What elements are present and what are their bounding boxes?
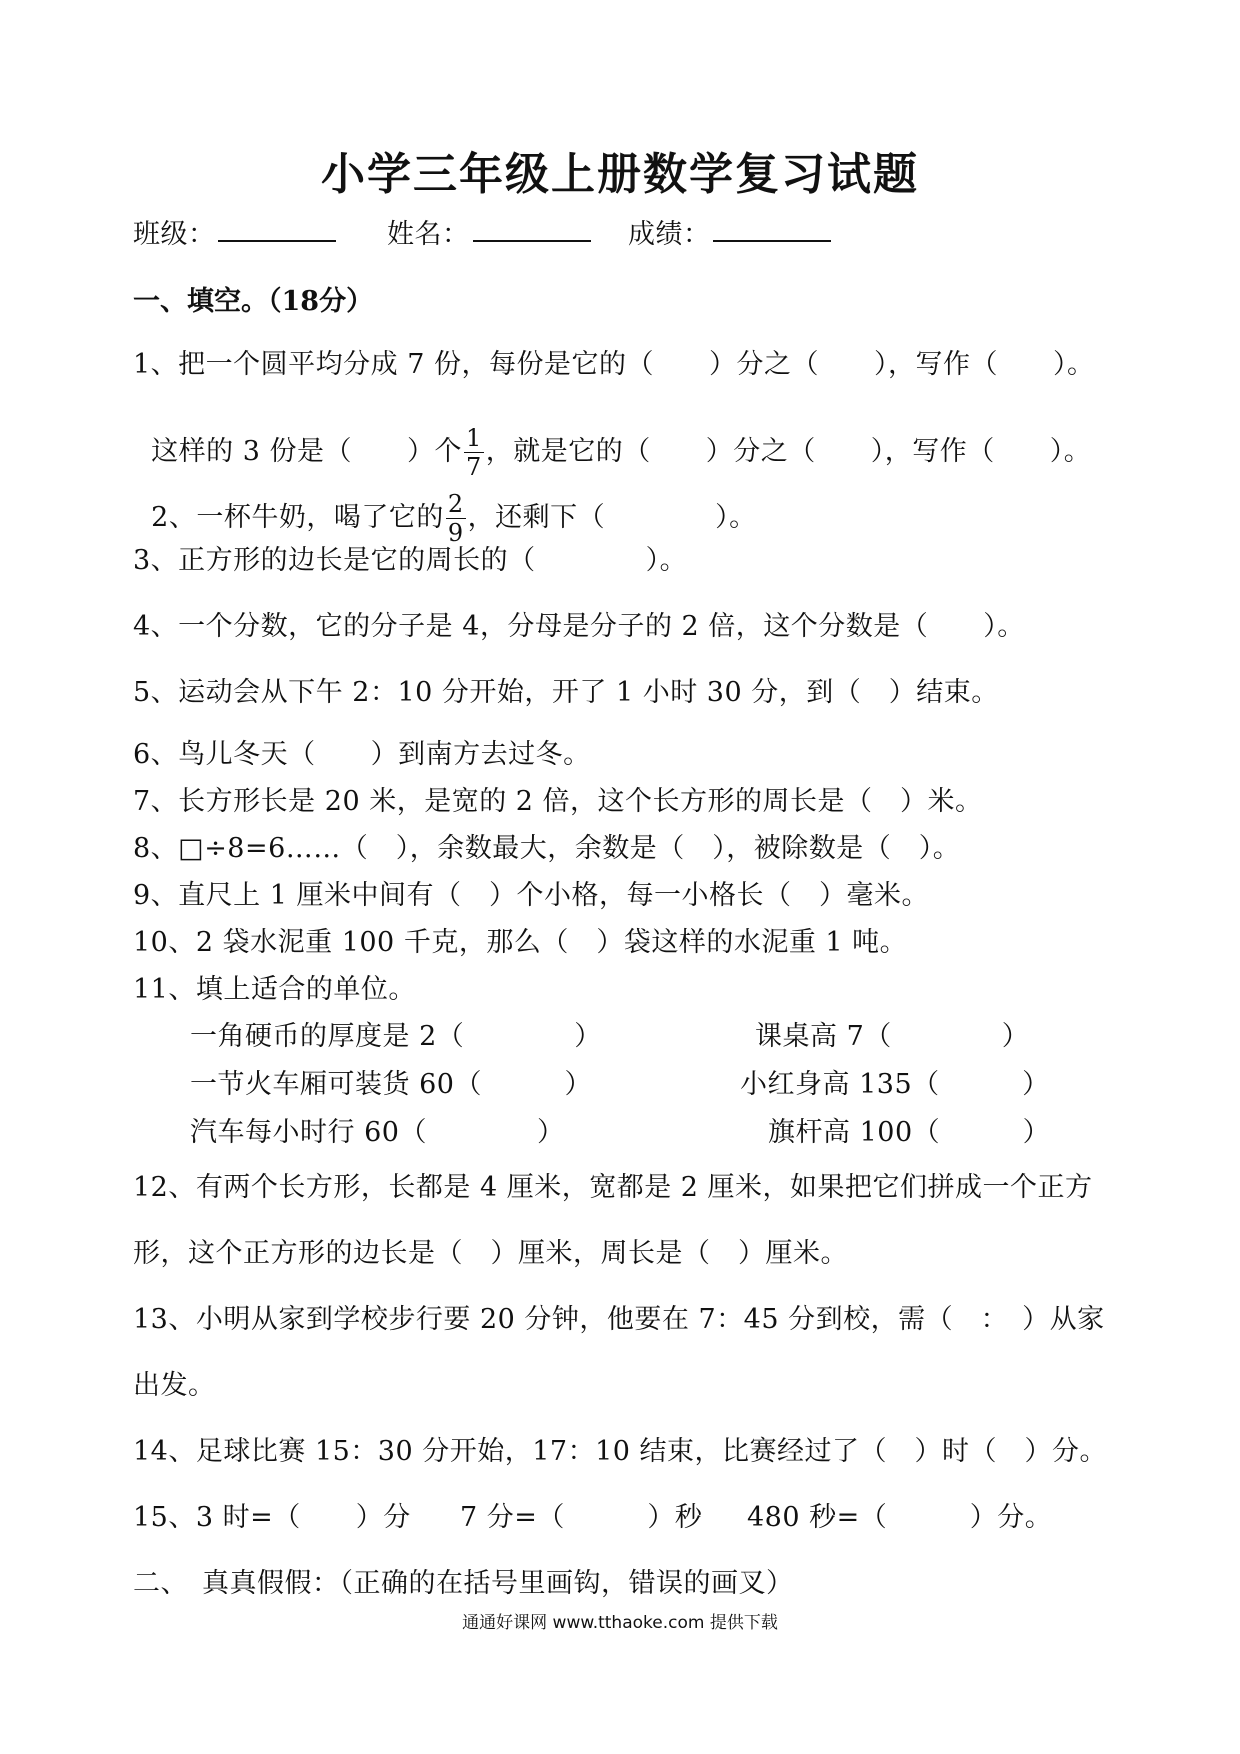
question-2-a: 2、一杯牛奶，喝了它的: [151, 502, 444, 533]
unit-item: 汽车每小时行 60（ ）: [190, 1117, 565, 1148]
question-12-line-1: 12、有两个长方形，长都是 4 厘米，宽都是 2 厘米，如果把它们拼成一个正方: [133, 1172, 1093, 1203]
fraction-denominator: 7: [466, 453, 482, 481]
question-5: 5、运动会从下午 2：10 分开始，开了 1 小时 30 分，到（ ）结束。: [133, 677, 999, 708]
name-blank[interactable]: [473, 240, 591, 242]
question-7: 7、长方形长是 20 米，是宽的 2 倍，这个长方形的周长是（ ）米。: [133, 786, 983, 817]
question-15-b: 7 分=（ ）秒: [460, 1502, 703, 1533]
class-blank[interactable]: [218, 240, 336, 242]
fraction-numerator: 2: [447, 490, 464, 518]
question-1-line-2-b: ，就是它的（ ）分之（ ），写作（ ）。: [485, 436, 1092, 467]
question-1-line-1: 1、把一个圆平均分成 7 份，每份是它的（ ）分之（ ），写作（ ）。: [133, 349, 1095, 380]
question-12-line-2: 形，这个正方形的边长是（ ）厘米，周长是（ ）厘米。: [133, 1238, 848, 1269]
question-10: 10、2 袋水泥重 100 千克，那么（ ）袋这样的水泥重 1 吨。: [133, 927, 908, 958]
question-14: 14、足球比赛 15：30 分开始，17：10 结束，比赛经过了（ ）时（ ）分。: [133, 1436, 1108, 1467]
question-2: [133, 461, 757, 545]
name-label: 姓名：: [387, 219, 470, 250]
question-8: 8、□÷8=6……（ ），余数最大，余数是（ ），被除数是（ ）。: [133, 833, 961, 864]
question-13-line-2: 出发。: [133, 1370, 216, 1401]
unit-item: 小红身高 135（ ）: [740, 1069, 1050, 1100]
unit-item: 一节火车厢可装货 60（ ）: [190, 1069, 592, 1100]
question-9: 9、直尺上 1 厘米中间有（ ）个小格，每一小格长（ ）毫米。: [133, 880, 930, 911]
question-3: 3、正方形的边长是它的周长的（ ）。: [133, 545, 688, 576]
question-13-line-1: 13、小明从家到学校步行要 20 分钟，他要在 7：45 分到校，需（ ： ）从家: [133, 1304, 1105, 1335]
class-label: 班级：: [133, 219, 216, 250]
question-15-a: 15、3 时=（ ）分: [133, 1502, 411, 1533]
question-6: 6、鸟儿冬天（ ）到南方去过冬。: [133, 739, 591, 770]
question-4: 4、一个分数，它的分子是 4，分母是分子的 2 倍，这个分数是（ ）。: [133, 611, 1025, 642]
fraction-denominator: 9: [447, 519, 464, 547]
page-title: 小学三年级上册数学复习试题: [321, 149, 919, 200]
footer-credit: 通通好课网 www.tthaoke.com 提供下载: [462, 1613, 778, 1633]
score-blank[interactable]: [713, 240, 831, 242]
question-15-c: 480 秒=（ ）分。: [747, 1502, 1053, 1533]
fraction-numerator: 1: [466, 424, 482, 452]
score-label: 成绩：: [628, 219, 711, 250]
question-1-line-2-a: 这样的 3 份是（ ）个: [151, 436, 463, 467]
question-2-b: ，还剩下（ ）。: [467, 502, 757, 533]
unit-item: 一角硬币的厚度是 2（ ）: [190, 1021, 602, 1052]
section-1-heading: 一、填空。（18分）: [133, 286, 374, 317]
section-2-heading: 二、 真真假假：（正确的在括号里画钩，错误的画叉）: [133, 1568, 794, 1599]
question-11-intro: 11、填上适合的单位。: [133, 974, 416, 1005]
unit-item: 旗杆高 100（ ）: [768, 1117, 1051, 1148]
unit-item: 课桌高 7（ ）: [755, 1021, 1030, 1052]
